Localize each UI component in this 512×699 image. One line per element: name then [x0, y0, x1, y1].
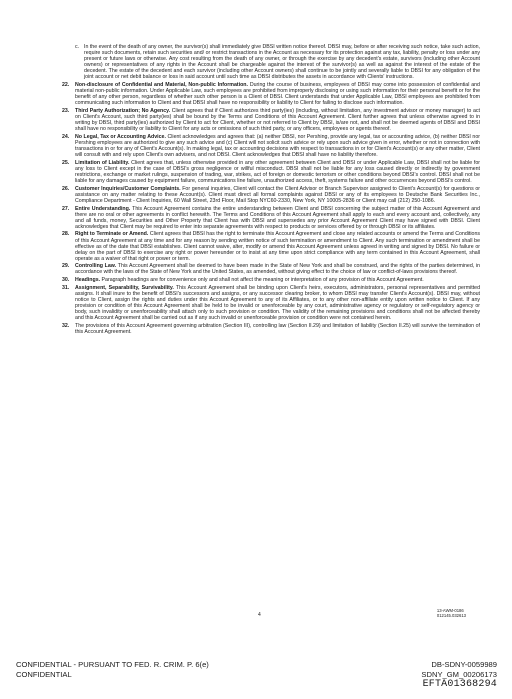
section-number: 30. — [62, 277, 70, 284]
section-number: 27. — [62, 205, 70, 212]
section-body: In the event of the death of any owner, the survivor(s) shall immediately give DBSI written notice thereof. DBSI may, before or after receiving such notice, take such action, require such documents, retain such securities and/ or restrict transactions in the Account as necessary for its protection against any tax, liability, penalty or loss under any present or future laws or otherwise. Any cost resulting from the death of any owner, or through the exercise by any decedent's estate, survivors (including other Account owners) or representatives of any rights in the Account shall be chargeable against the interest of the survivor(s) as well as against the interest of the estate of the decedent. The estate of the decedent and each survivor (including other Account owners) shall continue to be jointly and severally liable to DBSI for any obligation of the joint account or net debit balance or loss in said account until such time as DBSI distributes the assets in accordance with Clients' instructions. — [84, 44, 480, 81]
section-heading: Limitation of Liability. — [75, 159, 130, 166]
section-heading: Assignment, Separability, Survivability. — [75, 284, 174, 291]
section-heading: Entire Understanding. — [75, 205, 131, 212]
section-number: 23. — [62, 108, 70, 115]
section-text — [75, 323, 480, 335]
section-text — [75, 160, 480, 184]
section-body: Client agrees that if Client authorizes third party(ies) (including, without limitation, any investment advisor or money manager) to act on Client's Account, such third party(ies) shall be bound by the Terms and Conditions of this Account Agreement. Client further agrees that unless otherwise agreed to in writing by DBSI, third party(ies) authorized by Client to act for Client, whether or not referred to Client by DBSI, is/are not, and shall not be deemed agents of DBSI and DBSI shall have no responsibility or liability to Client for any acts or omissions of such third party, or any officers, employees or agents thereof. — [75, 108, 480, 133]
bates-number: SDNY_GM_00206173 — [421, 670, 497, 679]
section-number: 24. — [62, 134, 70, 141]
section-body: The provisions of this Account Agreement governing arbitration (Section III), controlling law (Section II.29) and limitation of liability (Section II.25) will survive the termination of this Account Agreement. — [75, 322, 480, 335]
section-number: 26. — [62, 185, 70, 192]
efta-number: EFTA01368294 — [422, 679, 497, 690]
section-26 — [62, 186, 480, 204]
section-body: Client acknowledges and agrees that: (a) neither DBSI, nor Pershing, provide any legal, tax or accounting advice, (b) neither DBSI nor Pershing employees are authorized to give any such advice and (c) Client will not solicit such advice or rely upon such advice given in error, whether or not in connection with transactions in or for any of Client's Account(s). In making legal, tax or accounting decisions with respect to transactions in or for Client's Account(s) or any other matter, Client will consult with and rely upon Client's own advisers, and not DBSI. Client acknowledges that DBSI shall have no liability therefore. — [75, 134, 481, 159]
page-number: 4 — [258, 612, 261, 618]
section-body: This Account Agreement contains the entire understanding between Client and DBSI concerning the subject matter of this Account Agreement and there are no oral or other agreements in conflict herewith. The Terms and Conditions of this Account Agreement shall apply to each and every account and, collectively, any and all funds, money, Securities and Other Property that Client has with DBSI and supersedes any prior Account Agreement Client may have signed with DBSI. Client acknowledges that Client may be required to enter into separate agreements with respect to products or services offered by or through DBSI or its affiliates. — [75, 205, 480, 230]
section-body: This Account Agreement shall be binding upon Client's heirs, executors, administrators, personal representatives and permitted assigns. It shall inure to the benefit of DBSI's successors and assigns, or any successor clearing broker, to whom DBSI may transfer Client's Account(s). DBSI may, without notice to Client, assign the rights and duties under this Account Agreement to any of its Affiliates, or to any other non-affiliate entity upon written notice to Client. If any provision or condition of this Account Agreement shall be held to be invalid or unenforceable by any court, administrative agency or regulatory or self-regulatory agency or body, such invalidity or unenforceability shall attach only to such provision or condition. The validity of the remaining provisions and conditions shall not be affected thereby and this Account Agreement shall be carried out as if any such invalid or unenforceable provision or condition were not contained herein. — [75, 284, 481, 322]
section-body: Client agrees that, unless otherwise provided in any other agreement between Client and DBSI or under Applicable Law, DBSI shall not be liable for any loss to Client except in the case of DBSI's gross negligence or willful misconduct. DBSI shall not be liable for any loss caused directly or indirectly by government restrictions, exchange or market rulings, suspension of trading, war, strikes, act of foreign or domestic terrorism or other conditions beyond DBSI's control. DBSI shall not be liable for any damages caused by equipment failure, communications line failure, unauthorized access, theft, systems failure and other occurrences beyond DBSI's control. — [75, 159, 481, 185]
subsection-c — [75, 44, 480, 80]
section-27 — [62, 206, 480, 230]
form-code-line: 012145.032613 — [436, 613, 466, 618]
section-body: Client agrees that DBSI has the right to terminate this Account Agreement and close any related accounts or amend the Terms and Conditions of this Account Agreement at any time and for any reason by sending written notice of such termination or amendment to Client. Any such termination or amendment shall be effective as of the date that DBSI establishes. Client cannot waive, alter, modify or amend this Account Agreement unless agreed in writing and signed by DBSI. No failure or delay on the part of DBSI to exercise any right or power hereunder or to insist at any time upon strict compliance with any term contained in this Account Agreement, shall operate as a waiver of that right or power or term. — [75, 231, 480, 262]
section-body: During the course of business, employees of DBSI may come into possession of confidential and material non-public information. Under Applicable Law, such employees are prohibited from improperly disclosing or using such information for their personal benefit or for the benefit of any other person, regardless of whether such other person is a Client of DBSI. Client understands that under Applicable Law, DBSI employees are prohibited from communicating such information to Client and that DBSI shall have no responsibility or liability to Client for failing to disclose such information. — [75, 82, 480, 107]
agreement-body — [62, 44, 480, 337]
confidential-notice: CONFIDENTIAL - PURSUANT TO FED. R. CRIM. P. 6(e) — [16, 660, 209, 669]
section-31 — [62, 285, 480, 321]
section-text — [75, 186, 480, 204]
footer-left — [16, 660, 209, 680]
section-text — [75, 231, 480, 261]
section-32 — [62, 323, 480, 335]
section-text — [75, 285, 480, 321]
section-heading: Controlling Law. — [75, 263, 117, 270]
section-heading: No Legal, Tax or Accounting Advice. — [75, 134, 166, 141]
section-heading: Third Party Authorization; No Agency. — [75, 108, 171, 115]
section-body: Paragraph headings are for convenience only and shall not affect the meaning or interpretation of any provision of this Account Agreement. — [100, 277, 424, 284]
section-number: 22. — [62, 82, 70, 89]
section-25 — [62, 160, 480, 184]
section-number: 28. — [62, 231, 70, 238]
section-text — [75, 134, 480, 158]
section-heading: Right to Terminate or Amend. — [75, 231, 149, 238]
section-number: 29. — [62, 263, 70, 270]
section-body: This Account Agreement shall be deemed to have been made in the State of New York and shall be construed, and the rights of the parties determined, in accordance with the laws of the State of New York and the United States, as amended, without giving effect to the choice of law or conflict-of-laws provisions thereof. — [75, 263, 480, 276]
section-number: 31. — [62, 284, 70, 291]
section-text — [75, 108, 480, 132]
section-heading: Customer Inquiries/Customer Complaints. — [75, 185, 181, 192]
footer-right — [421, 660, 497, 690]
section-number: 32. — [62, 322, 70, 329]
section-text — [75, 277, 480, 283]
section-number: c. — [75, 44, 80, 50]
section-29 — [62, 263, 480, 275]
section-heading: Headings. — [75, 277, 101, 284]
section-23 — [62, 108, 480, 132]
section-number: 25. — [62, 159, 70, 166]
form-code — [437, 608, 466, 618]
section-28 — [62, 231, 480, 261]
section-text — [75, 206, 480, 230]
section-text — [84, 44, 480, 80]
section-30 — [62, 277, 480, 283]
section-text — [75, 82, 480, 106]
section-24 — [62, 134, 480, 158]
confidential-label: CONFIDENTIAL — [16, 670, 72, 679]
section-heading: Non-disclosure of Confidential and Material, Non-public Information. — [75, 82, 248, 89]
section-22 — [62, 82, 480, 106]
section-text — [75, 263, 480, 275]
form-code-line: 13-AWM-0186 — [436, 608, 464, 613]
bates-number: DB-SDNY-0059989 — [431, 660, 497, 669]
section-body: For general inquiries, Client will contact the Client Advisor or Branch Supervisor assigned to Client's Account(s) for questions or assistance on any matter relating to these Account(s). Client must direct all formal complaints against DBSI or any of its employees to Deutsche Bank Securities Inc., Compliance Department - Client Inquiries, 60 Wall Street, 23rd Floor, Mail Stop NYC60-2330, New York, NY 10005-2836 or Client may call (212) 250-1086. — [75, 185, 480, 204]
